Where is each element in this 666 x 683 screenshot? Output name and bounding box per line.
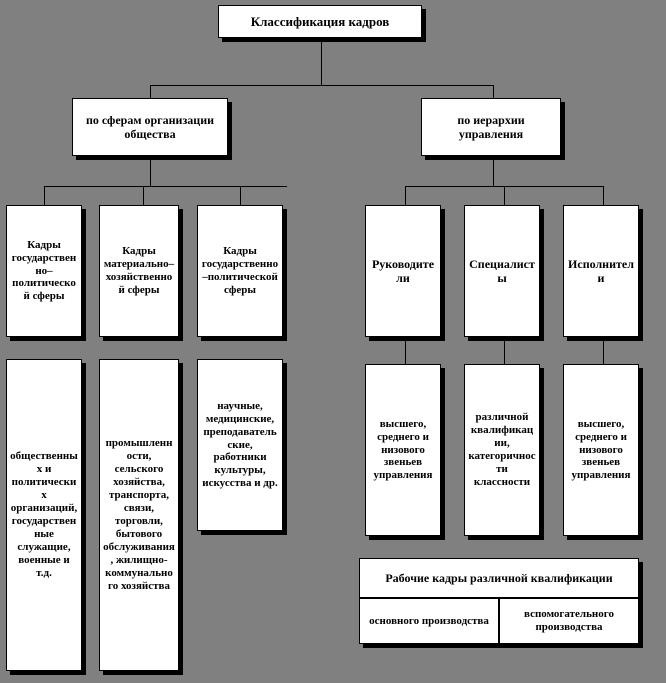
node-state-political: Кадры государственно–политической сферы [6, 205, 82, 337]
branch-spheres: по сферам организации общества [72, 98, 228, 156]
detail-public-political: общественных и политических организаций, государственные служащие, военные и т.д. [6, 359, 82, 671]
connector-hierarchy-2 [504, 186, 505, 205]
workers-table-title: Рабочие кадры различной квалификации [359, 558, 639, 598]
detail-industry: промышленности, сельского хозяйства, транспорта, связи, торговли, бытового обслуживания, жилищно-коммунального хозяйства [99, 359, 179, 671]
workers-cell-main-production: основного производства [359, 598, 499, 644]
connector-performers-detail [603, 338, 604, 364]
detail-specialists: различной квалификации, категоричности классности [464, 364, 540, 536]
connector-spheres-2 [143, 186, 144, 205]
branch-hierarchy: по иерархии управления [421, 98, 561, 156]
connector-spheres-3 [240, 186, 241, 205]
connector-hierarchy-1 [405, 186, 406, 205]
connector-hierarchy-down [493, 158, 494, 186]
connector-spheres-down [150, 158, 151, 186]
connector-branch-right [493, 85, 494, 98]
detail-managers: высшего, среднего и низового звеньев управления [365, 364, 441, 536]
node-performers: Исполнители [563, 205, 639, 337]
node-specialists: Специалисты [464, 205, 540, 337]
workers-cell-auxiliary-production: вспомогательного производства [499, 598, 639, 644]
node-material-economic: Кадры материально–хозяйственной сферы [99, 205, 179, 337]
connector-spheres-1 [44, 186, 45, 205]
connector-branch-bus [150, 85, 493, 86]
detail-science-medicine: научные, медицинские, преподавательские, работники культуры, искусства и др. [197, 359, 283, 531]
connector-branch-left [150, 85, 151, 98]
connector-spheres-bus [44, 186, 287, 187]
node-managers: Руководители [365, 205, 441, 337]
detail-performers: высшего, среднего и низового звеньев управления [563, 364, 639, 536]
connector-hierarchy-3 [603, 186, 604, 205]
connector-title-down [321, 39, 322, 85]
diagram-title: Классификация кадров [218, 5, 422, 38]
node-state-political-2: Кадры государственно–политической сферы [197, 205, 283, 337]
connector-managers-detail [405, 338, 406, 364]
connector-specialists-detail [504, 338, 505, 364]
